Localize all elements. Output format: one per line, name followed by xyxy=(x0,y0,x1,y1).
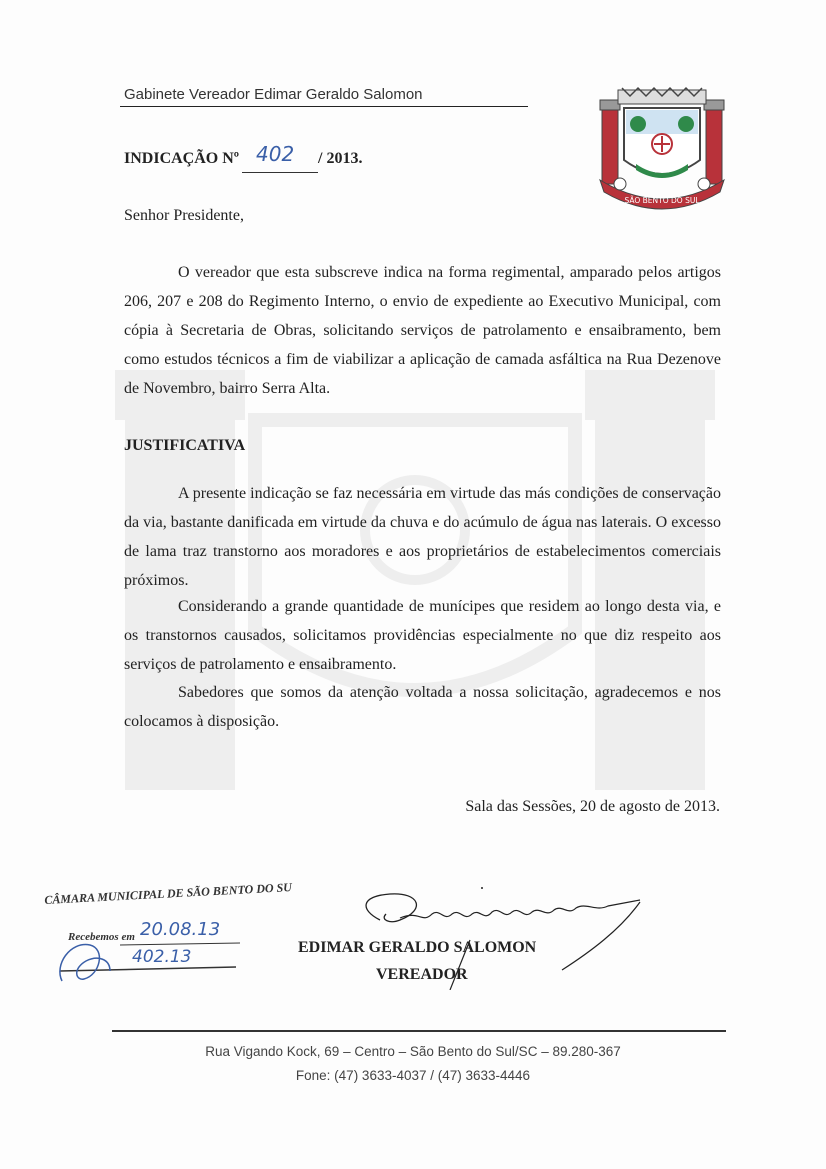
signer-name: EDIMAR GERALDO SALOMON xyxy=(298,939,537,956)
reception-stamp xyxy=(40,880,293,995)
footer-phone: Fone: (47) 3633-4037 / (47) 3633-4446 xyxy=(295,1068,531,1083)
justification-paragraph-2: Considerando a grande quantidade de munícipes que residem ao longo desta via, e os transtornos causados, solicitamos providências especialmente no que diz respeito aos serviços de patrolamento e ensaibramento. xyxy=(124,598,721,673)
stamp-protocol-number: 402.13 xyxy=(132,947,192,967)
indication-label: INDICAÇÃO Nº xyxy=(124,150,240,167)
justification-heading: JUSTIFICATIVA xyxy=(124,437,246,454)
signer-role: VEREADOR xyxy=(376,966,468,983)
body-paragraph: O vereador que esta subscreve indica na forma regimental, amparado pelos artigos 206, 207 e 208 do Regimento Interno, o envio de expediente ao Executivo Municipal, com cópia à Secretaria de Obras, solicitando serviços de patrolamento e ensaibramento, bem como estudos técnicos a fim de viabilizar a aplicação de camada asfáltica na Rua Dezenove de Novembro, bairro Serra Alta. xyxy=(124,264,721,397)
salutation: Senhor Presidente, xyxy=(124,207,244,224)
place-and-date: Sala das Sessões, 20 de agosto de 2013. xyxy=(465,798,720,815)
footer-address: Rua Vigando Kock, 69 – Centro – São Bento do Sul/SC – 89.280-367 xyxy=(205,1044,621,1059)
office-divider xyxy=(120,106,528,107)
office-title: Gabinete Vereador Edimar Geraldo Salomon xyxy=(124,86,423,103)
stamp-received-date: 20.08.13 xyxy=(140,919,221,940)
justification-paragraph-3: Sabedores que somos da atenção voltada a nossa solicitação, agradecemos e nos colocamos à disposição. xyxy=(124,684,721,730)
indication-year: / 2013. xyxy=(318,150,363,167)
indication-number: 402 xyxy=(256,142,295,166)
footer-divider xyxy=(112,1030,726,1032)
crest-banner-text: SÃO BENTO DO SUL xyxy=(624,196,700,205)
indication-number-line xyxy=(242,172,318,173)
stamp-institution: CÂMARA MUNICIPAL DE SÃO BENTO DO SU xyxy=(44,880,293,907)
justification-paragraph-1: A presente indicação se faz necessária em virtude das más condições de conservação da via, bastante danificada em virtude da chuva e do acúmulo de água nas laterais. O excesso de lama traz transtorno aos moradores e aos proprietários de estabelecimentos comerciais próximos. xyxy=(124,485,721,589)
stamp-received-label: Recebemos em xyxy=(68,931,135,943)
municipal-crest-icon xyxy=(596,86,728,218)
